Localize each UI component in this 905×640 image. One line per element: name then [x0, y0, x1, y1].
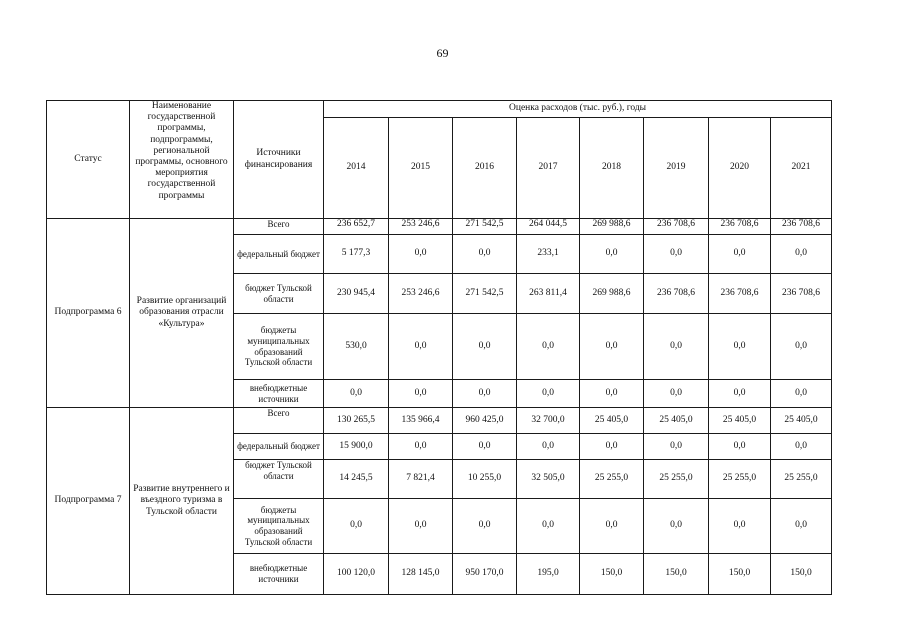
value-cell: 0,0 — [389, 235, 453, 274]
value-cell: 271 542,5 — [453, 219, 517, 235]
value-cell: 253 246,6 — [389, 274, 453, 314]
value-cell: 271 542,5 — [453, 274, 517, 314]
value-cell: 0,0 — [580, 235, 644, 274]
value-cell: 195,0 — [517, 554, 580, 595]
value-cell: 0,0 — [580, 499, 644, 554]
value-cell: 150,0 — [580, 554, 644, 595]
source-label: внебюджетные источники — [234, 380, 324, 408]
value-cell: 150,0 — [771, 554, 832, 595]
year-header: 2014 — [324, 118, 389, 219]
value-cell: 950 170,0 — [453, 554, 517, 595]
value-cell: 7 821,4 — [389, 460, 453, 499]
value-cell: 25 255,0 — [580, 460, 644, 499]
value-cell: 236 708,6 — [644, 274, 709, 314]
year-header: 2015 — [389, 118, 453, 219]
value-cell: 960 425,0 — [453, 408, 517, 434]
value-cell: 0,0 — [644, 314, 709, 380]
value-cell: 150,0 — [709, 554, 771, 595]
program-status: Подпрограмма 6 — [47, 219, 130, 408]
program-6-rows — [47, 219, 832, 408]
value-cell: 0,0 — [389, 434, 453, 460]
value-cell: 0,0 — [453, 235, 517, 274]
source-label: бюджеты муниципальных образований Тульской области — [234, 499, 324, 554]
value-cell: 32 700,0 — [517, 408, 580, 434]
header-estimate: Оценка расходов (тыс. руб.), годы — [324, 101, 832, 118]
year-header: 2018 — [580, 118, 644, 219]
page-number: 69 — [436, 46, 449, 60]
value-cell: 0,0 — [517, 380, 580, 408]
value-cell: 0,0 — [644, 499, 709, 554]
value-cell: 0,0 — [580, 314, 644, 380]
value-cell: 25 255,0 — [644, 460, 709, 499]
value-cell: 0,0 — [453, 380, 517, 408]
value-cell: 0,0 — [453, 434, 517, 460]
program-name: Развитие организаций образования отрасли «Культура» — [130, 219, 234, 408]
value-cell: 0,0 — [389, 499, 453, 554]
value-cell: 264 044,5 — [517, 219, 580, 235]
value-cell: 0,0 — [453, 499, 517, 554]
value-cell: 0,0 — [771, 434, 832, 460]
value-cell: 236 708,6 — [644, 219, 709, 235]
value-cell: 15 900,0 — [324, 434, 389, 460]
value-cell: 0,0 — [771, 314, 832, 380]
value-cell: 0,0 — [709, 499, 771, 554]
value-cell: 0,0 — [771, 235, 832, 274]
value-cell: 0,0 — [709, 314, 771, 380]
header-status: Статус — [47, 101, 130, 219]
value-cell: 269 988,6 — [580, 274, 644, 314]
value-cell: 263 811,4 — [517, 274, 580, 314]
value-cell: 25 255,0 — [771, 460, 832, 499]
value-cell: 150,0 — [644, 554, 709, 595]
source-label: федеральный бюджет — [234, 434, 324, 460]
value-cell: 0,0 — [644, 434, 709, 460]
year-header: 2017 — [517, 118, 580, 219]
value-cell: 0,0 — [389, 314, 453, 380]
value-cell: 236 708,6 — [709, 274, 771, 314]
value-cell: 25 405,0 — [580, 408, 644, 434]
source-label: Всего — [234, 219, 324, 235]
value-cell: 0,0 — [389, 380, 453, 408]
value-cell: 25 405,0 — [644, 408, 709, 434]
value-cell: 0,0 — [517, 314, 580, 380]
value-cell: 0,0 — [709, 380, 771, 408]
source-label: федеральный бюджет — [234, 235, 324, 274]
value-cell: 0,0 — [771, 380, 832, 408]
value-cell: 0,0 — [453, 314, 517, 380]
value-cell: 0,0 — [517, 499, 580, 554]
value-cell: 100 120,0 — [324, 554, 389, 595]
value-cell: 230 945,4 — [324, 274, 389, 314]
value-cell: 0,0 — [709, 235, 771, 274]
value-cell: 253 246,6 — [389, 219, 453, 235]
value-cell: 236 708,6 — [771, 274, 832, 314]
source-label: Всего — [234, 408, 324, 434]
value-cell: 0,0 — [644, 380, 709, 408]
year-header: 2019 — [644, 118, 709, 219]
header-name: Наименование государственной программы, подпрограммы, региональной программы, основного мероприятия государственной программы — [130, 101, 234, 219]
value-cell: 0,0 — [580, 434, 644, 460]
value-cell: 236 652,7 — [324, 219, 389, 235]
program-name: Развитие внутреннего и въездного туризма в Тульской области — [130, 408, 234, 595]
value-cell: 135 966,4 — [389, 408, 453, 434]
value-cell: 0,0 — [517, 434, 580, 460]
value-cell: 0,0 — [771, 499, 832, 554]
value-cell: 0,0 — [324, 380, 389, 408]
budget-table — [46, 100, 832, 595]
source-label: внебюджетные источники — [234, 554, 324, 595]
value-cell: 130 265,5 — [324, 408, 389, 434]
source-label: бюджет Тульской области — [234, 460, 324, 499]
value-cell: 233,1 — [517, 235, 580, 274]
value-cell: 269 988,6 — [580, 219, 644, 235]
value-cell: 236 708,6 — [709, 219, 771, 235]
value-cell: 0,0 — [324, 499, 389, 554]
year-header: 2021 — [771, 118, 832, 219]
value-cell: 5 177,3 — [324, 235, 389, 274]
value-cell: 25 405,0 — [771, 408, 832, 434]
value-cell: 32 505,0 — [517, 460, 580, 499]
year-header: 2020 — [709, 118, 771, 219]
value-cell: 10 255,0 — [453, 460, 517, 499]
value-cell: 128 145,0 — [389, 554, 453, 595]
source-label: бюджет Тульской области — [234, 274, 324, 314]
program-7-rows — [47, 408, 832, 595]
value-cell: 236 708,6 — [771, 219, 832, 235]
value-cell: 14 245,5 — [324, 460, 389, 499]
source-label: бюджеты муниципальных образований Тульской области — [234, 314, 324, 380]
header-source: Источники финансирования — [234, 101, 324, 219]
value-cell: 0,0 — [644, 235, 709, 274]
year-header: 2016 — [453, 118, 517, 219]
program-status: Подпрограмма 7 — [47, 408, 130, 595]
value-cell: 0,0 — [709, 434, 771, 460]
value-cell: 25 255,0 — [709, 460, 771, 499]
value-cell: 0,0 — [580, 380, 644, 408]
value-cell: 25 405,0 — [709, 408, 771, 434]
value-cell: 530,0 — [324, 314, 389, 380]
